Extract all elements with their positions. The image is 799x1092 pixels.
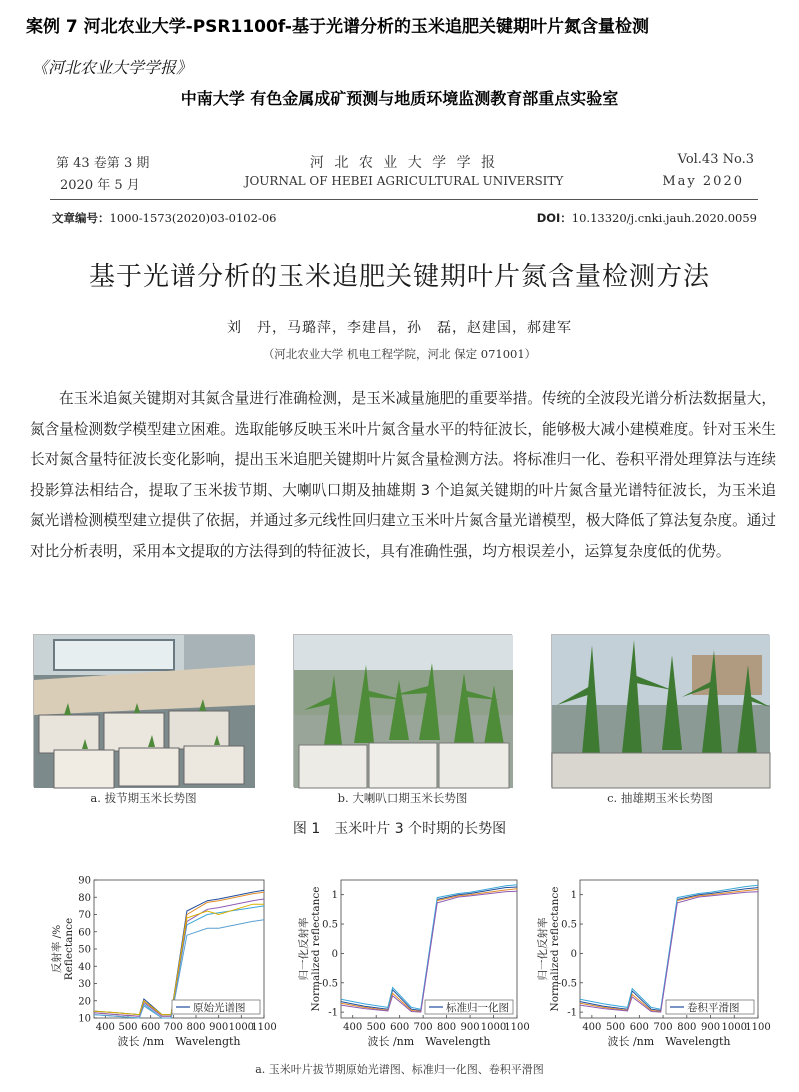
y-tick-label: 0 xyxy=(331,948,338,960)
x-tick-label: 700 xyxy=(653,1022,673,1033)
x-tick-label: 1000 xyxy=(480,1022,507,1033)
doi xyxy=(537,210,757,226)
y-tick-label: 20 xyxy=(78,996,91,1008)
journal-masthead xyxy=(50,152,758,198)
masthead-divider xyxy=(50,199,758,200)
abstract-text: 在玉米追氮关键期对其氮含量进行准确检测，是玉米减量施肥的重要举措。传统的全波段光谱分析法数据量大，氮含量检测数学模型建立困难。选取能够反映玉米叶片氮含量水平的特征波长，能够极大减小建模难度。针对玉米生长对氮含量特征波长变化影响，提出玉米追肥关键期叶片氮含量检测方法。将标准归一化、卷积平滑处理算法与连续投影算法相结合，提取了玉米拔节期、大喇叭口期及抽雄期 3 个追氮关键期的叶片氮含量光谱特征波长，为玉米追氮光谱检测模型建立提供了依据，并通过多元线性回归建立玉米叶片氮含量光谱模型，极大降低了算法复杂度。通过对比分析表明，采用本文提取的方法得到的特征波长，具有准确性强，均方根误差小，运算复杂度低的优势。 xyxy=(30,390,776,560)
article-number xyxy=(52,210,276,226)
affiliation: （河北农业大学 机电工程学院，河北 保定 071001） xyxy=(262,347,537,361)
x-tick-label: 400 xyxy=(95,1022,115,1033)
plot-frame xyxy=(341,880,517,1018)
y-axis-label-en: Normalized reflectance xyxy=(549,886,561,1012)
x-tick-label: 500 xyxy=(366,1022,386,1033)
x-tick-label: 1100 xyxy=(745,1022,771,1033)
series-line xyxy=(94,892,264,1016)
x-tick-label: 900 xyxy=(460,1022,480,1033)
lab-name: 中南大学 有色金属成矿预测与地质环境监测教育部重点实验室 xyxy=(180,89,619,108)
doi-value: 10.13320/j.cnki.jauh.2020.0059 xyxy=(571,211,757,225)
chart-caption: a. 玉米叶片拔节期原始光谱图、标准归一化图、卷积平滑图 xyxy=(255,1063,544,1076)
chart-svg xyxy=(50,872,277,1057)
series-line xyxy=(341,885,517,1010)
y-tick-label: 40 xyxy=(78,961,91,973)
y-tick-label: 0 xyxy=(570,948,577,960)
y-axis-label-cn: 反射率 /% xyxy=(51,924,63,974)
series-line xyxy=(94,904,264,1014)
figure-caption: 图 1 玉米叶片 3 个时期的长势图 xyxy=(292,821,507,837)
legend-label: 原始光谱图 xyxy=(193,1002,246,1014)
journal-name-italic: 《河北农业大学学报》 xyxy=(32,58,193,77)
y-tick-label: -0.5 xyxy=(318,978,338,990)
photo-jointing-stage xyxy=(33,634,254,787)
photo-caption-a: a. 拔节期玉米长势图 xyxy=(90,791,197,805)
masthead-journal-en: JOURNAL OF HEBEI AGRICULTURAL UNIVERSITY xyxy=(244,174,564,188)
x-tick-label: 500 xyxy=(606,1022,626,1033)
masthead-date-en: May 2020 xyxy=(662,174,744,189)
photo-caption-c: c. 抽雄期玉米长势图 xyxy=(607,791,713,805)
series-line xyxy=(580,888,758,1011)
y-tick-label: 10 xyxy=(78,1013,91,1025)
x-tick-label: 1100 xyxy=(251,1022,277,1033)
y-axis-label-en: Normalized reflectance xyxy=(310,886,322,1012)
x-tick-label: 700 xyxy=(413,1022,433,1033)
photo-tasseling-stage xyxy=(551,634,769,787)
masthead-journal-cn: 河 北 农 业 大 学 学 报 xyxy=(309,155,499,171)
x-tick-label: 600 xyxy=(629,1022,649,1033)
x-tick-label: 700 xyxy=(163,1022,183,1033)
doi-label: DOI： xyxy=(536,211,572,225)
chart-smoothed xyxy=(524,872,769,1057)
y-tick-label: 50 xyxy=(78,944,91,956)
y-tick-label: 90 xyxy=(78,875,91,887)
photo-bell-stage xyxy=(293,634,512,787)
y-tick-label: 1 xyxy=(570,890,577,902)
y-tick-label: 60 xyxy=(78,927,91,939)
x-tick-label: 1000 xyxy=(228,1022,255,1033)
x-tick-label: 800 xyxy=(186,1022,206,1033)
y-tick-label: -0.5 xyxy=(557,978,577,990)
chart-normalized xyxy=(285,872,530,1057)
x-axis-label: 波长 /nm Wavelength xyxy=(117,1035,241,1048)
paper-title: 基于光谱分析的玉米追肥关键期叶片氮含量检测方法 xyxy=(88,262,710,292)
series-line xyxy=(580,885,758,1009)
x-tick-label: 400 xyxy=(582,1022,602,1033)
y-tick-label: 1 xyxy=(331,890,338,902)
masthead-vol-en: Vol.43 No.3 xyxy=(677,152,754,167)
x-tick-label: 1100 xyxy=(504,1022,530,1033)
x-tick-label: 800 xyxy=(677,1022,697,1033)
y-tick-label: 0.5 xyxy=(322,919,338,931)
legend-label: 标准归一化图 xyxy=(446,1002,509,1014)
plot-frame xyxy=(580,880,758,1018)
photo-caption-b: b. 大喇叭口期玉米长势图 xyxy=(337,791,468,805)
x-tick-label: 600 xyxy=(141,1022,161,1033)
masthead-volume: 第 43 卷第 3 期 xyxy=(56,156,150,171)
x-tick-label: 800 xyxy=(437,1022,457,1033)
y-tick-label: -1 xyxy=(567,1007,577,1019)
x-tick-label: 400 xyxy=(343,1022,363,1033)
authors: 刘 丹，马璐萍，李建昌，孙 磊，赵建国，郝建军 xyxy=(227,320,572,336)
masthead-date: 2020 年 5 月 xyxy=(60,178,140,193)
plot-frame xyxy=(94,880,264,1018)
y-tick-label: -1 xyxy=(328,1007,338,1019)
legend-label: 卷积平滑图 xyxy=(687,1002,740,1014)
article-number-value: 1000-1573(2020)03-0102-06 xyxy=(109,211,277,225)
chart-svg xyxy=(285,872,530,1057)
y-axis-label-cn: 归一化反射率 xyxy=(537,917,549,981)
case-title: 案例 7 河北农业大学-PSR1100f-基于光谱分析的玉米追肥关键期叶片氮含量检测 xyxy=(26,17,649,37)
x-axis-label: 波长 /nm Wavelength xyxy=(367,1035,491,1048)
series-line xyxy=(94,899,264,1016)
chart-svg xyxy=(524,872,769,1057)
series-line xyxy=(341,887,517,1010)
y-tick-label: 70 xyxy=(78,910,91,921)
x-tick-label: 900 xyxy=(209,1022,229,1033)
y-tick-label: 0.5 xyxy=(561,919,577,931)
x-axis-label: 波长 /nm Wavelength xyxy=(607,1035,731,1048)
x-tick-label: 600 xyxy=(390,1022,410,1033)
y-axis-label-cn: 归一化反射率 xyxy=(298,917,310,981)
x-tick-label: 1000 xyxy=(721,1022,747,1033)
y-axis-label-en: Reflectance xyxy=(63,917,75,981)
chart-raw-spectrum xyxy=(50,872,277,1057)
article-number-label: 文章编号： xyxy=(52,211,110,225)
y-tick-label: 30 xyxy=(78,979,91,990)
y-tick-label: 80 xyxy=(78,892,91,904)
x-tick-label: 500 xyxy=(118,1022,138,1033)
x-tick-label: 900 xyxy=(700,1022,721,1033)
